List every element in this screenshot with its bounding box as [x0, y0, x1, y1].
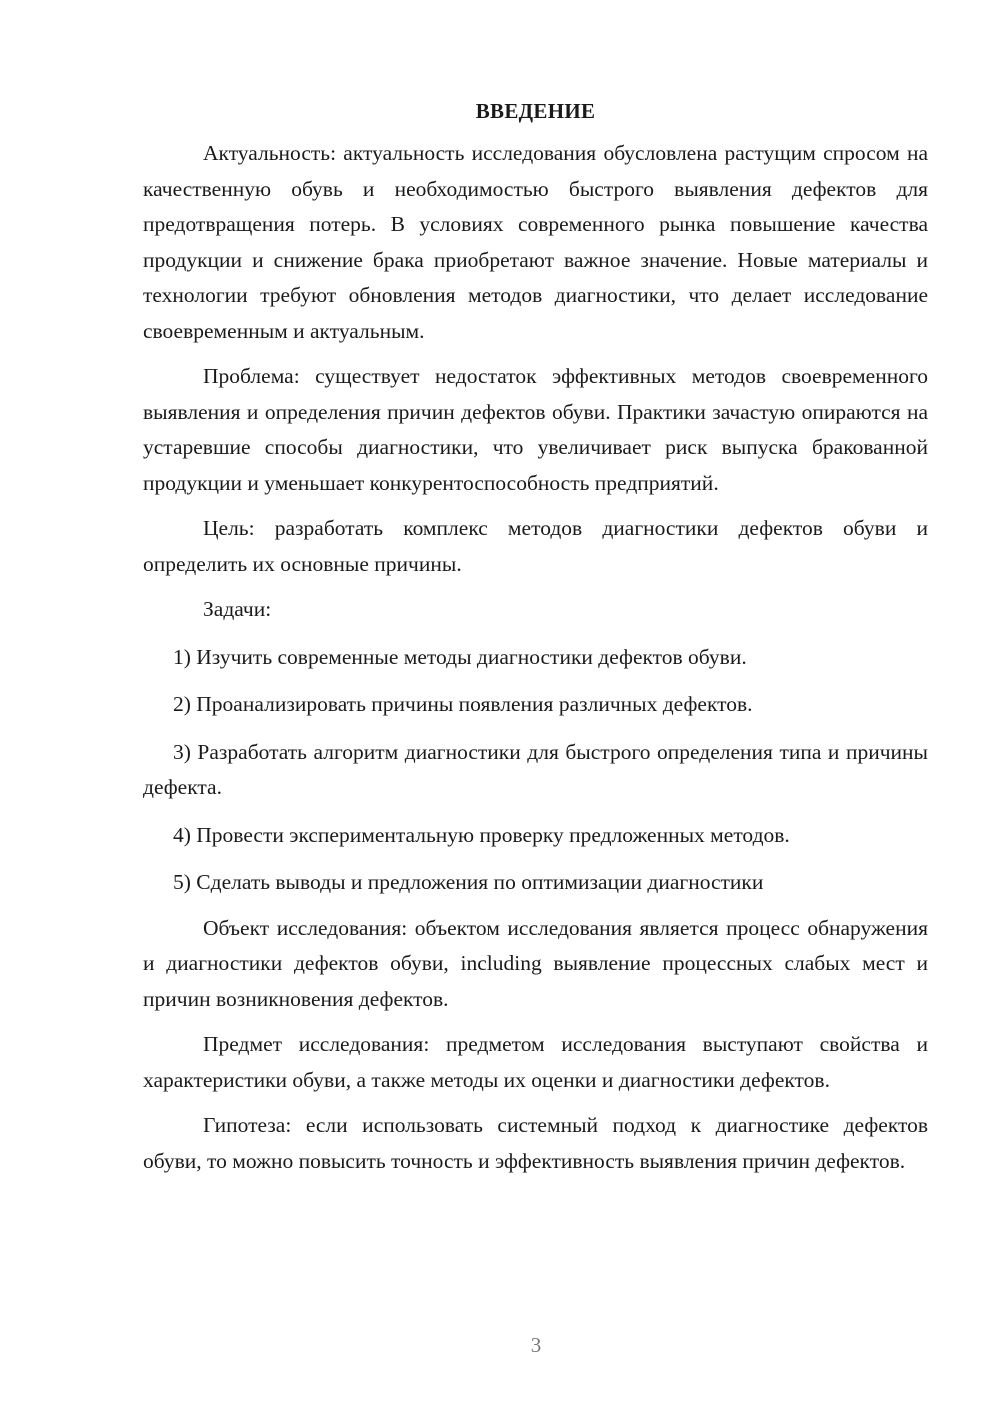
paragraph-relevance: Актуальность: актуальность исследования обусловлена растущим спросом на качественную обувь и необходимостью быстрого выявления дефектов для предотвращения потерь. В условиях современного рынка повышение качества продукции и снижение брака приобретают важное значение. Новые материалы и технологии требуют обновления методов диагностики, что делает исследование своевременным и актуальным. [143, 141, 928, 343]
paragraph-hypothesis: Гипотеза: если использовать системный подход к диагностике дефектов обуви, то можно повысить точность и эффективность выявления причин дефектов. [143, 1113, 928, 1173]
paragraph-goal: Цель: разработать комплекс методов диагностики дефектов обуви и определить их основные причины. [143, 516, 928, 576]
task-item-4: 4) Провести экспериментальную проверку предложенных методов. [173, 822, 790, 847]
tasks-heading: Задачи: [203, 597, 272, 621]
task-item-3: 3) Разработать алгоритм диагностики для быстрого определения типа и причины дефекта. [143, 739, 928, 799]
page-content [143, 96, 928, 1179]
page-title: ВВЕДЕНИЕ [475, 99, 596, 123]
task-item-2: 2) Проанализировать причины появления различных дефектов. [173, 692, 753, 716]
task-item-1: 1) Изучить современные методы диагностики дефектов обуви. [173, 644, 747, 669]
paragraph-object: Объект исследования: объектом исследования является процесс обнаружения и диагностики дефектов обуви, including выявление процессных слабых мест и причин возникновения дефектов. [143, 915, 928, 1011]
task-item-5: 5) Сделать выводы и предложения по оптимизации диагностики [173, 870, 764, 894]
page-number: 3 [530, 1333, 542, 1357]
paragraph-subject: Предмет исследования: предметом исследования выступают свойства и характеристики обуви, а также методы их оценки и диагностики дефектов. [143, 1032, 928, 1092]
paragraph-problem: Проблема: существует недостаток эффективных методов своевременного выявления и определения причин дефектов обуви. Практики зачастую опираются на устаревшие способы диагностики, что увеличивает риск выпуска бракованной продукции и уменьшает конкурентоспособность предприятий. [143, 364, 928, 495]
